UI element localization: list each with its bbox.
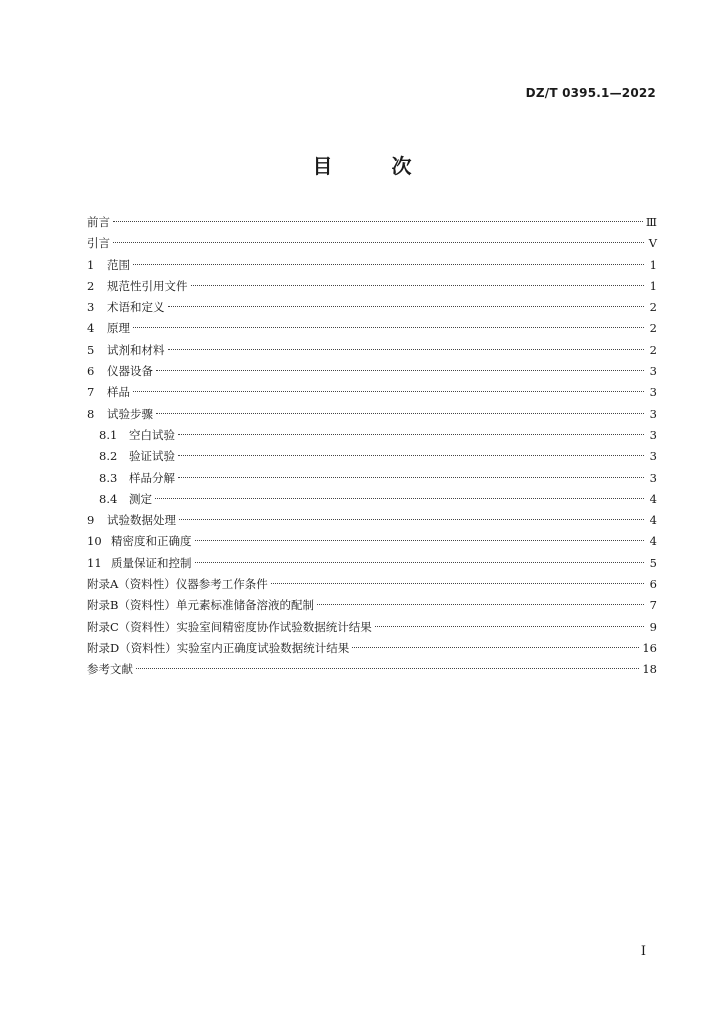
toc-entry-blank-test[interactable] <box>87 425 657 446</box>
toc-appendix-number: 附录C（资料性） <box>87 619 177 634</box>
dot-leader <box>195 540 645 541</box>
toc-page: 18 <box>642 662 657 677</box>
toc-number: 8.4 <box>99 491 118 506</box>
dot-leader <box>133 391 644 392</box>
page-title: 目 次 <box>312 154 438 178</box>
toc-number: 10 <box>87 534 102 549</box>
dot-leader <box>133 264 644 265</box>
toc-number: 11 <box>87 555 102 570</box>
toc-entry-reagents[interactable] <box>87 340 657 361</box>
toc-label: 前言 <box>87 215 110 229</box>
toc-page: 3 <box>649 449 657 464</box>
toc-entry-precision[interactable] <box>87 531 657 552</box>
toc-label: 测定 <box>129 491 152 506</box>
dot-leader <box>113 221 643 222</box>
toc-page: 7 <box>649 598 657 613</box>
toc-number: 7 <box>87 385 95 400</box>
toc-entry-foreword[interactable] <box>87 212 657 233</box>
toc-number: 8 <box>87 406 95 421</box>
toc-appendix-number: 附录D（资料性） <box>87 640 177 655</box>
toc-page: 3 <box>649 470 657 485</box>
toc-entry-introduction[interactable] <box>87 233 657 254</box>
toc-label: 试验步骤 <box>107 406 153 421</box>
toc-label: 规范性引用文件 <box>107 278 188 293</box>
toc-page: 1 <box>649 257 657 272</box>
toc-number: 8.2 <box>99 449 118 464</box>
toc-number: 6 <box>87 364 95 379</box>
toc-number: 9 <box>87 513 95 528</box>
toc-page: 9 <box>649 619 657 634</box>
dot-leader <box>133 327 644 328</box>
toc-page: 2 <box>649 300 657 315</box>
toc-entry-appendix-b[interactable] <box>87 595 657 616</box>
toc-label: 单元素标准储备溶液的配制 <box>175 598 314 613</box>
toc-entry-apparatus[interactable] <box>87 361 657 382</box>
toc-page: 3 <box>649 364 657 379</box>
standard-code: DZ/T 0395.1—2022 <box>525 86 656 100</box>
toc-number: 1 <box>87 257 95 272</box>
toc-entry-data-processing[interactable] <box>87 510 657 531</box>
toc-label: 精密度和正确度 <box>111 534 192 549</box>
toc-label: 参考文献 <box>87 662 133 677</box>
toc-page: 16 <box>642 640 657 655</box>
toc-appendix-number: 附录A（资料性） <box>87 577 176 592</box>
dot-leader <box>168 306 645 307</box>
dot-leader <box>155 498 644 499</box>
dot-leader <box>195 562 645 563</box>
toc-appendix-number: 附录B（资料性） <box>87 598 176 613</box>
toc-number: 4 <box>87 321 95 336</box>
toc-entry-appendix-a[interactable] <box>87 574 657 595</box>
dot-leader <box>191 285 645 286</box>
dot-leader <box>156 413 644 414</box>
toc-number: 8.3 <box>99 470 118 485</box>
dot-leader <box>178 477 644 478</box>
toc-page: 2 <box>649 342 657 357</box>
toc-label: 术语和定义 <box>107 300 165 315</box>
toc-number: 2 <box>87 278 95 293</box>
toc-entry-verification-test[interactable] <box>87 446 657 467</box>
toc-page: 6 <box>649 577 657 592</box>
toc-number: 3 <box>87 300 95 315</box>
toc-label: 空白试验 <box>129 427 175 442</box>
toc-label: 实验室间精密度协作试验数据统计结果 <box>176 619 372 634</box>
toc-page: 4 <box>649 491 657 506</box>
toc-label: 仪器参考工作条件 <box>175 577 268 592</box>
toc-page: 3 <box>649 385 657 400</box>
toc-entry-principle[interactable] <box>87 318 657 339</box>
toc-label: 仪器设备 <box>107 364 153 379</box>
toc-page: 1 <box>649 278 657 293</box>
dot-leader <box>178 434 644 435</box>
dot-leader <box>352 647 639 648</box>
toc-label: 范围 <box>107 257 130 272</box>
dot-leader <box>179 519 644 520</box>
toc-page: 4 <box>649 513 657 528</box>
toc-entry-appendix-d[interactable] <box>87 638 657 659</box>
dot-leader <box>136 668 639 669</box>
dot-leader <box>156 370 644 371</box>
toc-number: 5 <box>87 342 95 357</box>
toc-entry-bibliography[interactable] <box>87 659 657 680</box>
toc-label: 质量保证和控制 <box>111 555 192 570</box>
dot-leader <box>375 626 644 627</box>
toc-number: 8.1 <box>99 427 118 442</box>
dot-leader <box>271 583 644 584</box>
toc-entry-normative-references[interactable] <box>87 276 657 297</box>
toc-label: 实验室内正确度试验数据统计结果 <box>176 640 350 655</box>
toc-entry-procedure[interactable] <box>87 404 657 425</box>
toc-label: 原理 <box>107 321 130 336</box>
page-number: I <box>640 944 646 959</box>
toc-label: 样品 <box>107 385 130 400</box>
toc-page: Ⅲ <box>645 215 657 229</box>
toc-label: 验证试验 <box>129 449 175 464</box>
toc-page: 2 <box>649 321 657 336</box>
dot-leader <box>178 455 644 456</box>
toc-entry-quality-assurance[interactable] <box>87 553 657 574</box>
table-of-contents <box>87 212 657 681</box>
toc-label: 试剂和材料 <box>107 342 165 357</box>
dot-leader <box>317 604 644 605</box>
toc-page: 4 <box>649 534 657 549</box>
toc-entry-scope[interactable] <box>87 255 657 276</box>
toc-page: 3 <box>649 427 657 442</box>
toc-entry-sample-decomposition[interactable] <box>87 468 657 489</box>
toc-label: 样品分解 <box>129 470 175 485</box>
toc-entry-sample[interactable] <box>87 382 657 403</box>
toc-label: 引言 <box>87 236 110 251</box>
toc-entry-determination[interactable] <box>87 489 657 510</box>
toc-page: 5 <box>649 555 657 570</box>
toc-entry-appendix-c[interactable] <box>87 617 657 638</box>
toc-label: 试验数据处理 <box>107 513 176 528</box>
dot-leader <box>168 349 645 350</box>
toc-page: 3 <box>649 406 657 421</box>
dot-leader <box>113 242 644 243</box>
toc-page: Ⅴ <box>648 236 657 251</box>
toc-entry-terms[interactable] <box>87 297 657 318</box>
